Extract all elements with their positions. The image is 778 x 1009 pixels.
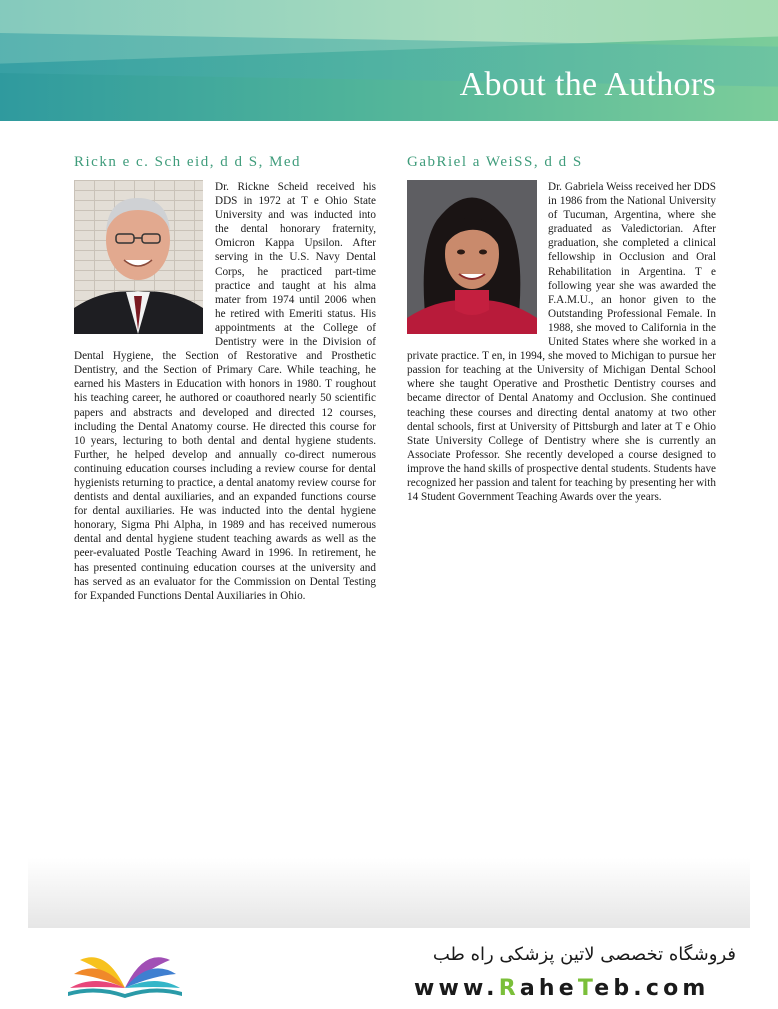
url-suffix: .com <box>633 976 710 1001</box>
url-prefix: www. <box>414 976 499 1001</box>
page-header <box>0 0 778 121</box>
page-title: About the Authors <box>459 66 716 103</box>
url-r: R <box>498 976 520 1001</box>
author-bio-weiss-text: Dr. Gabriela Weiss received her DDS in 1986 from the National University of Tucuman, Argentina, where she graduated as Valedictorian. After graduation, she completed a clinical fellowship in Occlusion and Oral Rehabilitation in Argentina. T e following year she was awarded the F.A.M.U., an honor given to the Outstanding Professional Female. In 1988, she moved to California in the United States where she worked in a private practice. T en, in 1994, she moved to Michigan to pursue her passion for teaching at the University of Michigan Dental School where she taught Operative and Prosthetic Dentistry courses and became director of Dental Anatomy and Occlusion. She continued teaching these courses and directing dental anatomy at two other dental schools, first at University of Pittsburgh and later at T e Ohio State University College of Dentistry where she is currently an Associate Professor. She recently developed a course designed to improve the hand skills of prospective dental students. Students have recognized her passion and talent for teaching by presenting her with 14 Student Government Teaching Awards over the years. <box>407 181 716 504</box>
book-logo-icon <box>66 944 184 1004</box>
author-photo-weiss <box>407 180 537 334</box>
store-url[interactable] <box>414 976 710 1001</box>
url-t: T <box>577 976 595 1001</box>
author-name-weiss: GabRiel a WeiSS, d d S <box>407 154 583 170</box>
author-bio-weiss <box>407 180 716 504</box>
author-bio-scheid <box>74 180 376 603</box>
url-ahe: ahe <box>519 976 578 1001</box>
author-name-scheid: Rickn e c. Sch eid, d d S, Med <box>74 154 302 170</box>
author-bio-scheid-text: Dr. Rickne Scheid received his DDS in 1972 at T e Ohio State University and was inducted into the dental honorary fraternity, Omicron Kappa Upsilon. After serving in the U.S. Navy Dental Corps, he practiced part-time practice and taught at his alma mater from 1974 until 2006 when he retired with Emeriti status. His appointments at the College of Dentistry were in the Division of Dental Hygiene, the Section of Restorative and Prosthetic Dentistry, and the Section of Primary Care. While teaching, he earned his Masters in Education with honors in 1980. T roughout his teaching career, he authored or coauthored nearly 50 scientific papers and abstracts and developed and directed 12 courses, including the Dental Anatomy course. He directed this course for 10 years, lecturing to both dental and dental hygiene students. Further, he helped develop and annually co-direct numerous continuing education courses including a review course for dental hygienists returning to practice, a dental anatomy review course for dentists and dental auxiliaries, and an expanded functions course for dental auxiliaries. He was inducted into the dental hygiene honorary, Sigma Phi Alpha, in 1989 and has received numerous dental and dental hygiene student teaching awards as well as the peer-evaluated Postle Teaching Award in 1996. In retirement, he has presented continuing education courses at the university and has served as an evaluator for the Commission on Dental Testing for Expanded Functions Dental Auxiliaries in Ohio. <box>74 181 376 602</box>
store-name: فروشگاه تخصصی لاتین پزشکی راه طب <box>432 944 736 965</box>
author-photo-scheid <box>74 180 203 334</box>
photo-wrap <box>74 180 207 337</box>
footer-shadow <box>28 858 750 928</box>
url-eb: eb <box>594 976 634 1001</box>
photo-wrap <box>407 180 540 337</box>
